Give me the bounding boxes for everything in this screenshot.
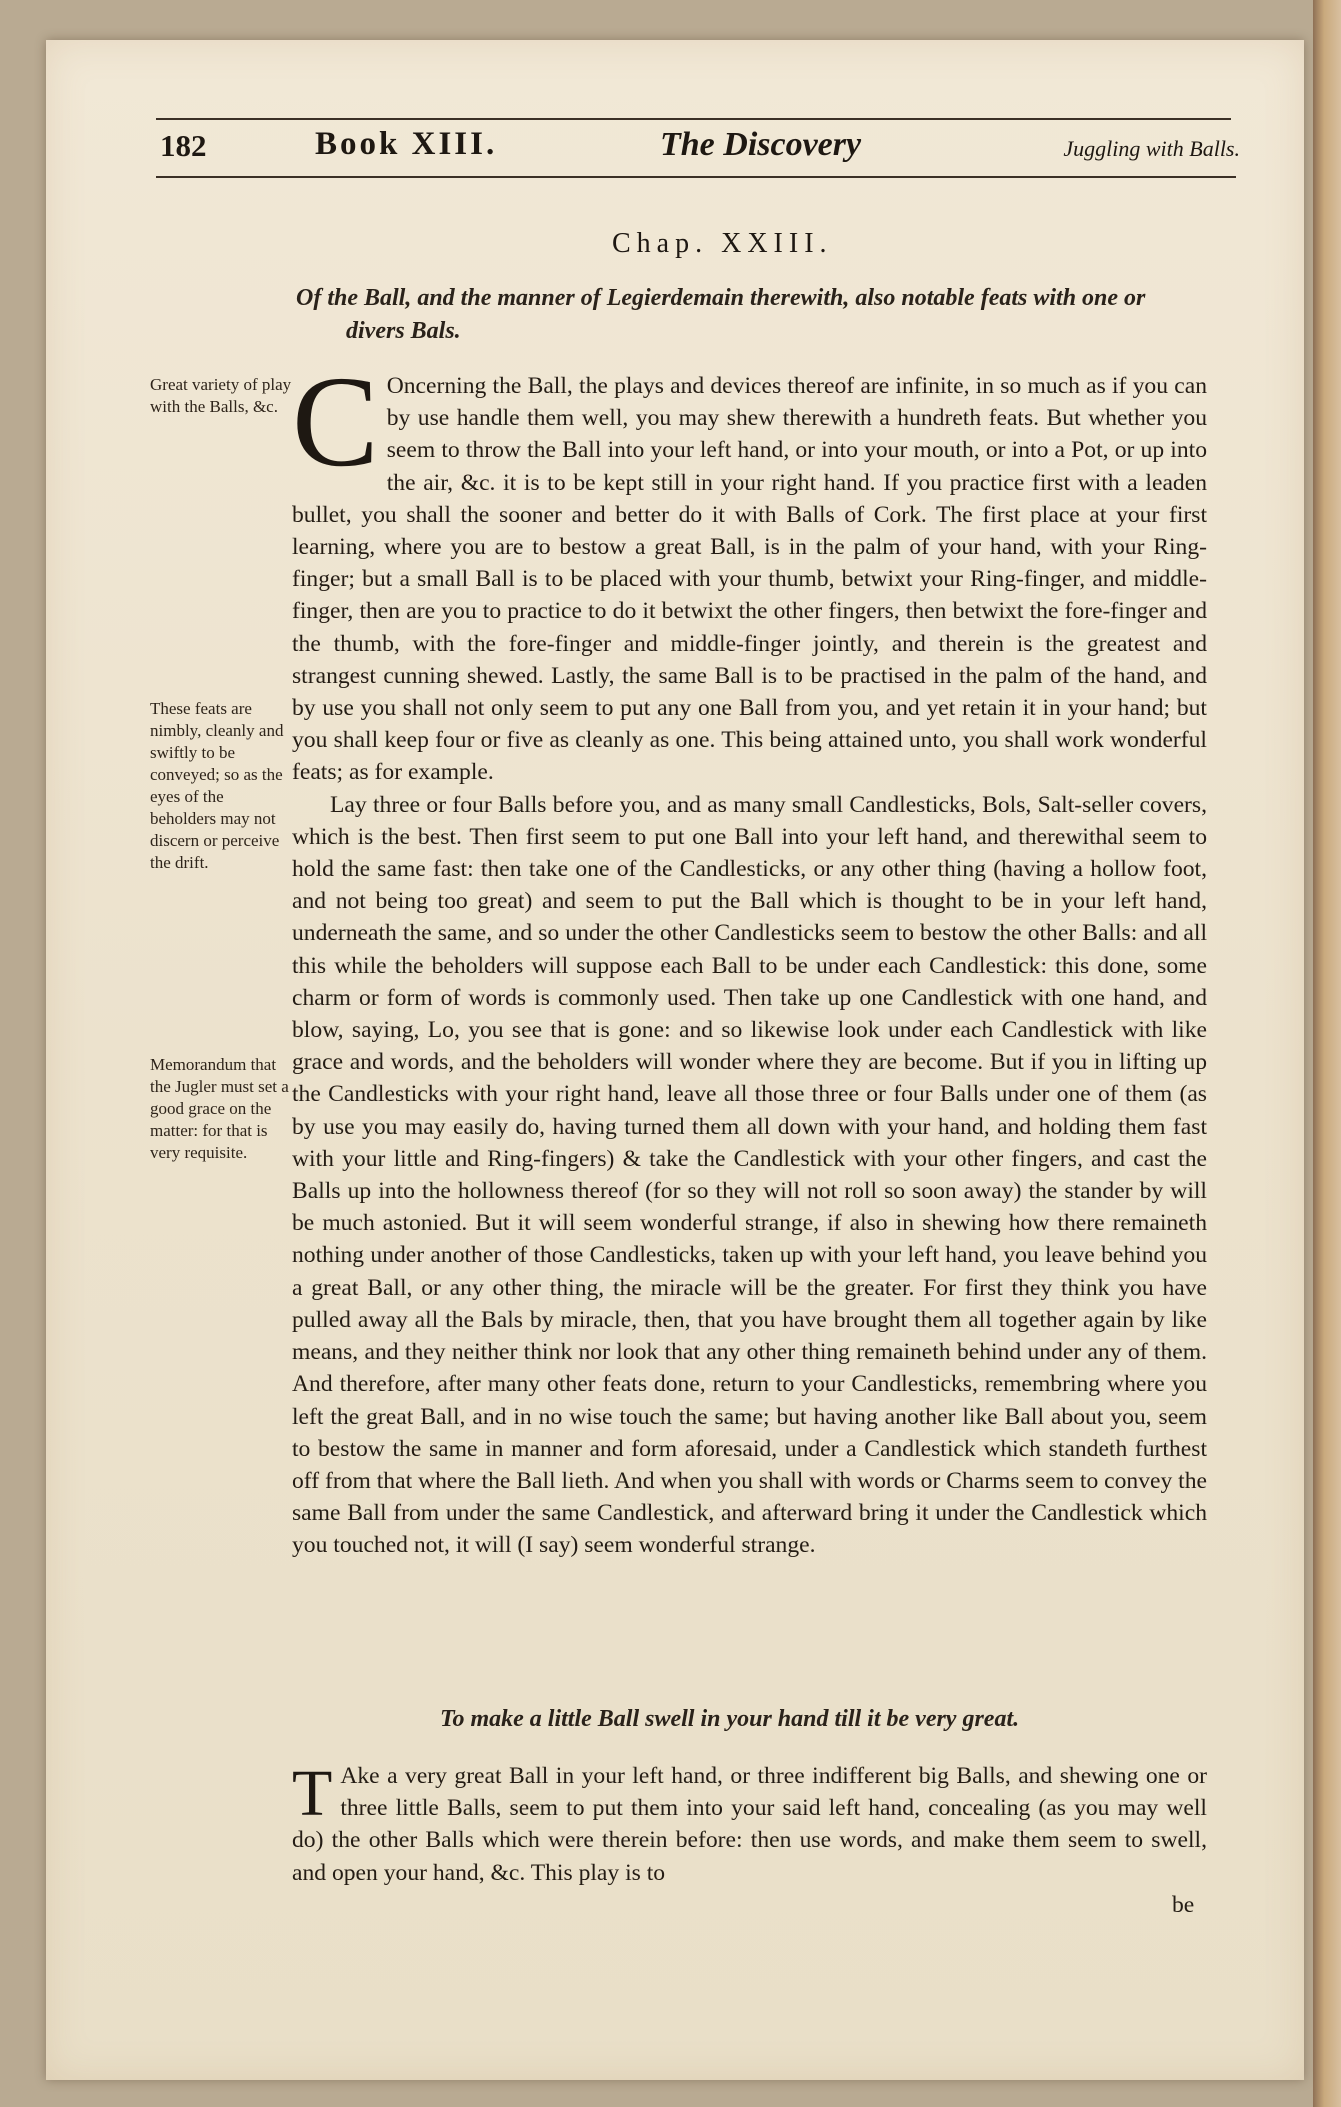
chapter-subtitle [296,282,1206,348]
paragraph-3-text: Ake a very great Ball in your left hand, or three indifferent big Balls, and shewing one or three little Balls, seem to put them into your said left hand, concealing (as you may well do) the other Balls which were therein before: then use words, and make them seem to swell, and open your hand, &c. This play is to [292,1763,1207,1886]
margin-note-3 [150,1054,292,1164]
page-number: 182 [160,128,207,163]
paragraph-3 [292,1757,1207,1889]
paragraph-1-text: Oncerning the Ball, the plays and devices thereof are infinite, in so much as if you can by use handle them well, you may shew therewith a hundreth feats. But whether you seem to throw the Ball into your left hand, or into your mouth, or into a Pot, or up into the air, &c. it is to be kept still in your right hand. If you practice first with a leaden bullet, you shall the sooner and better do it with Balls of Cork. The first place at your first learning, where you are to bestow a great Ball, is in the palm of your hand, with your Ring-finger; but a small Ball is to be placed with your thumb, betwixt your Ring-finger, and middle-finger, then are you to practice to do it betwixt the other fingers, then betwixt the fore-finger and the thumb, with the fore-finger and middle-finger jointly, and therein is the greatest and strangest cunning shewed. Lastly, the same Ball is to be practised in the palm of the hand, and by use you shall not only seem to put any one Ball from you, and yet retain it in your hand; but you shall keep four or five as cleanly as one. This being attained unto, you shall work wonderful feats; as for example. [292,373,1207,786]
drop-cap-2: T [292,1757,333,1830]
catchword: be [1172,1892,1195,1918]
body-text-2 [292,1757,1207,1889]
chapter-subtitle-line-1: Of the Ball, and the manner of Legierdemain therewith, also notable feats with one or [296,285,1146,311]
header-rule-bottom [156,176,1236,178]
section-heading: To make a little Ball swell in your hand till it be very great. [440,1706,1020,1732]
running-title: The Discovery [660,126,862,163]
chapter-heading: Chap. XXIII. [612,228,833,259]
book-label: Book XIII. [315,126,498,162]
paragraph-1 [292,350,1207,789]
running-header [160,120,1240,170]
page-edge [1313,0,1341,2107]
running-topic: Juggling with Balls. [1063,136,1240,161]
drop-cap: C [292,350,379,494]
margin-note-1: Great variety of play with the Balls, &c. [150,375,292,416]
margin-note-2: These feats are nimbly, cleanly and swiftly to be conveyed; so as the eyes of the beholders may not discern or perceive the drift. [150,699,284,872]
chapter-subtitle-line-2: divers Bals. [346,318,461,344]
margin-note-3-text: Memorandum that the Jugler must set a good grace on the matter: for that is very requisite. [150,1055,289,1162]
body-text [292,350,1207,1562]
paragraph-2: Lay three or four Balls before you, and as many small Candlesticks, Bols, Salt-seller covers, which is the best. Then first seem to put one Ball into your left hand, and therewithal seem to hold the same fast: then take one of the Candlesticks, or any other thing (having a hollow foot, and not being too great) and seem to put the Ball which is thought to be in your left hand, underneath the same, and so under the other Candlesticks seem to bestow the other Balls: and all this while the beholders will suppose each Ball to be under each Candlestick: this done, some charm or form of words is commonly used. Then take up one Candlestick with one hand, and blow, saying, Lo, you see that is gone: and so likewise look under each Candlestick with like grace and words, and the beholders will wonder where they are become. But if you in lifting up the Candlesticks with your right hand, leave all those three or four Balls under one of them (as by use you may easily do, having turned them all down with your hand, and holding them fast with your little and Ring-fingers) & take the Candlestick with your other fingers, and cast the Balls up into the hollowness thereof (for so they will not roll so soon away) the stander by will be much astonied. But it will seem wonderful strange, if also in shewing how there remaineth nothing under another of those Candlesticks, taken up with your left hand, you leave behind you a great Ball, or any other thing, the miracle will be the greater. For first they think you have pulled away all the Bals by miracle, then, that you have brought them all together again by like means, and they neither think nor look that any other thing remaineth behind under any of them. And therefore, after many other feats done, return to your Candlesticks, remembring where you left the great Ball, and in no wise touch the same; but having another like Ball about you, seem to bestow the same in manner and form aforesaid, under a Candlestick which standeth furthest off from that where the Ball lieth. And when you shall with words or Charms seem to convey the same Ball from under the same Candlestick, and afterward bring it under the Candlestick which you touched not, it will (I say) seem wonderful strange. [292,791,1207,1559]
